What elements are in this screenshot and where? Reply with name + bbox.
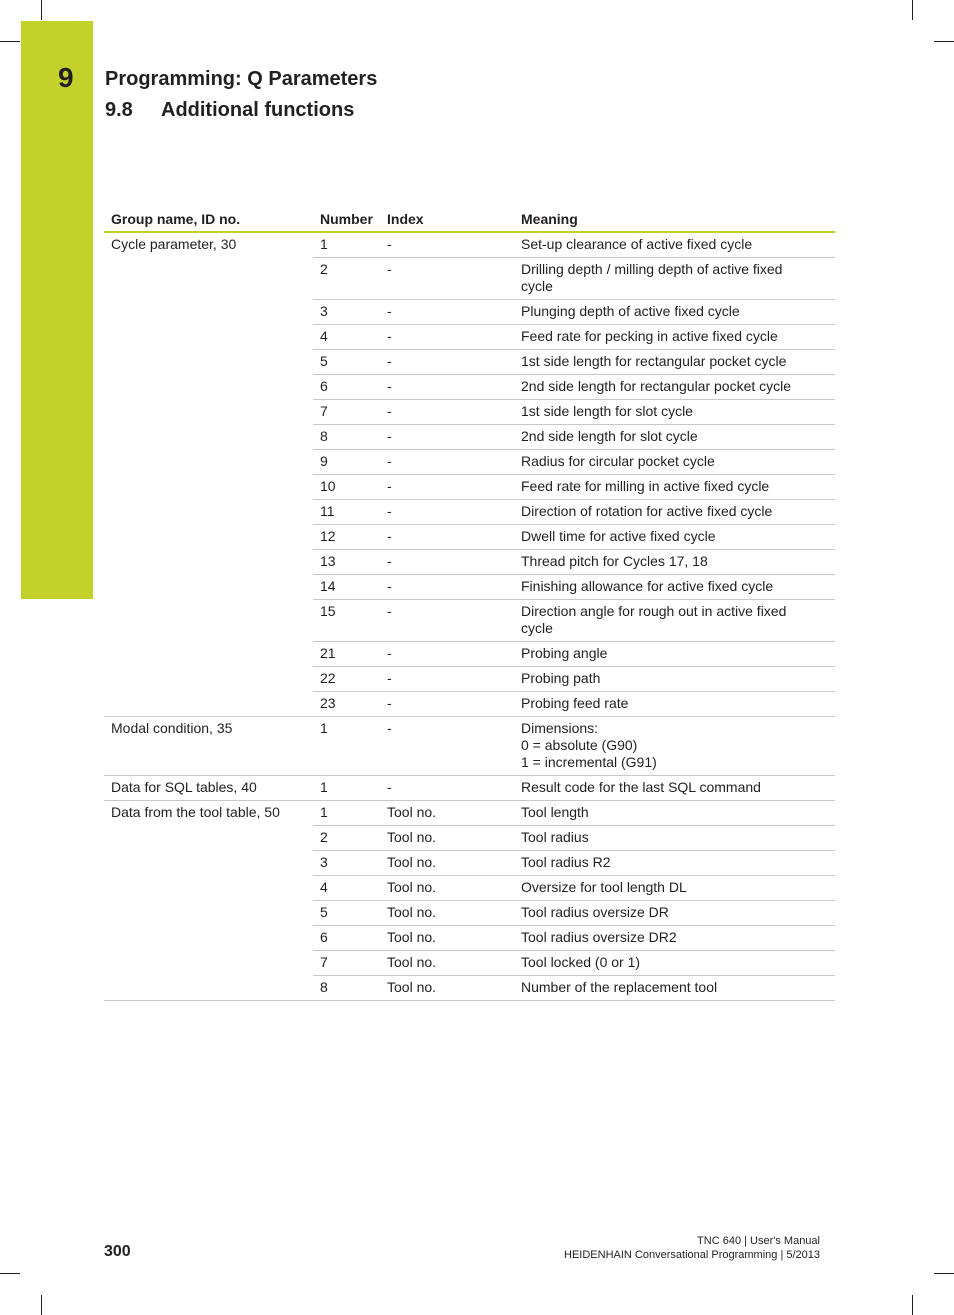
- table-cell-index: Tool no.: [380, 926, 514, 951]
- table-cell-meaning: [514, 901, 835, 926]
- table-row: [104, 667, 835, 692]
- table-cell-number: 2: [313, 258, 380, 300]
- table-cell-number: 1: [313, 717, 380, 776]
- crop-mark: [934, 1273, 954, 1274]
- meaning-line: Tool radius R2: [521, 854, 611, 870]
- table-cell-meaning: [514, 300, 835, 325]
- table-cell-meaning: [514, 826, 835, 851]
- table-cell-meaning: [514, 575, 835, 600]
- crop-mark: [912, 1295, 913, 1315]
- table-cell-meaning: [514, 375, 835, 400]
- meaning-line: Plunging depth of active fixed cycle: [521, 303, 740, 319]
- table-cell-index: -: [380, 258, 514, 300]
- table-row: [104, 976, 835, 1001]
- column-header: Meaning: [514, 206, 835, 232]
- table-cell-index: -: [380, 550, 514, 575]
- footer-line: HEIDENHAIN Conversational Programming | 5/2013: [564, 1249, 820, 1261]
- table-cell-meaning: [514, 400, 835, 425]
- table-cell-meaning: [514, 976, 835, 1001]
- table-cell-number: 4: [313, 325, 380, 350]
- meaning-line: Tool radius: [521, 829, 589, 845]
- table-cell-group: [104, 901, 313, 926]
- table-cell-index: -: [380, 300, 514, 325]
- table-cell-number: 5: [313, 350, 380, 375]
- table-cell-number: 2: [313, 826, 380, 851]
- table-cell-index: Tool no.: [380, 801, 514, 826]
- table-header-row: [104, 206, 835, 232]
- parameter-table: [104, 206, 835, 1001]
- chapter-tab: [21, 21, 93, 599]
- table-cell-group: [104, 692, 313, 717]
- table-cell-index: -: [380, 776, 514, 801]
- chapter-title: Programming: Q Parameters: [105, 68, 378, 90]
- table-cell-index: -: [380, 232, 514, 258]
- table-cell-number: 10: [313, 475, 380, 500]
- table-cell-meaning: [514, 951, 835, 976]
- meaning-line: Feed rate for milling in active fixed cycle: [521, 478, 770, 494]
- table-cell-number: 1: [313, 801, 380, 826]
- table-cell-number: 23: [313, 692, 380, 717]
- table-cell-meaning: [514, 525, 835, 550]
- table-cell-group: [104, 400, 313, 425]
- table-cell-meaning: [514, 851, 835, 876]
- table-row: [104, 926, 835, 951]
- page-number: 300: [104, 1243, 131, 1260]
- crop-mark: [0, 1273, 20, 1274]
- table-cell-index: -: [380, 350, 514, 375]
- meaning-line: 0 = absolute (G90): [521, 737, 638, 753]
- table-cell-group: [104, 475, 313, 500]
- meaning-line: 1st side length for slot cycle: [521, 403, 693, 419]
- footer-manual-info: [564, 1234, 820, 1262]
- table-cell-group: [104, 826, 313, 851]
- table-cell-index: -: [380, 325, 514, 350]
- table-cell-number: 8: [313, 425, 380, 450]
- table-row: [104, 951, 835, 976]
- table-cell-number: 3: [313, 851, 380, 876]
- meaning-line: Probing path: [521, 670, 601, 686]
- table-row: [104, 692, 835, 717]
- section-number: 9.8: [105, 99, 133, 121]
- column-header: Group name, ID no.: [104, 206, 313, 232]
- table-cell-number: 22: [313, 667, 380, 692]
- table-row: [104, 776, 835, 801]
- meaning-line: Drilling depth / milling depth of active fixed: [521, 261, 783, 277]
- table-cell-meaning: [514, 642, 835, 667]
- meaning-line: Dwell time for active fixed cycle: [521, 528, 716, 544]
- table-cell-number: 14: [313, 575, 380, 600]
- meaning-line: Probing feed rate: [521, 695, 629, 711]
- table-cell-group: [104, 667, 313, 692]
- table-cell-index: -: [380, 692, 514, 717]
- table-cell-meaning: [514, 717, 835, 776]
- table-cell-index: -: [380, 600, 514, 642]
- meaning-line: Radius for circular pocket cycle: [521, 453, 715, 469]
- table-cell-meaning: [514, 926, 835, 951]
- table-row: [104, 550, 835, 575]
- table-row: [104, 350, 835, 375]
- table-row: [104, 642, 835, 667]
- table-cell-meaning: [514, 667, 835, 692]
- table-row: [104, 876, 835, 901]
- table-cell-group: [104, 951, 313, 976]
- table-row: [104, 600, 835, 642]
- meaning-line: Probing angle: [521, 645, 608, 661]
- meaning-line: Tool locked (0 or 1): [521, 954, 641, 970]
- table-cell-group: [104, 300, 313, 325]
- meaning-line: cycle: [521, 620, 553, 636]
- table-cell-number: 6: [313, 926, 380, 951]
- table-cell-index: -: [380, 525, 514, 550]
- table-row: [104, 500, 835, 525]
- meaning-line: 1st side length for rectangular pocket cycle: [521, 353, 787, 369]
- table-cell-index: -: [380, 667, 514, 692]
- table-cell-meaning: [514, 500, 835, 525]
- table-cell-index: -: [380, 375, 514, 400]
- section-heading: [105, 99, 354, 122]
- meaning-line: 2nd side length for rectangular pocket cycle: [521, 378, 792, 394]
- table-row: [104, 325, 835, 350]
- table-cell-group: [104, 575, 313, 600]
- table-cell-group: Cycle parameter, 30: [111, 236, 237, 252]
- table-cell-group: [104, 350, 313, 375]
- table-cell-group: [104, 600, 313, 642]
- table-cell-index: Tool no.: [380, 976, 514, 1001]
- table-cell-group: [104, 642, 313, 667]
- table-cell-group: [104, 375, 313, 400]
- meaning-line: 2nd side length for slot cycle: [521, 428, 698, 444]
- table-cell-meaning: [514, 475, 835, 500]
- table-cell-index: Tool no.: [380, 901, 514, 926]
- meaning-line: Thread pitch for Cycles 17, 18: [521, 553, 708, 569]
- table-row: [104, 425, 835, 450]
- table-cell-number: 12: [313, 525, 380, 550]
- table-cell-group: [104, 325, 313, 350]
- table-cell-group: [104, 550, 313, 575]
- table-row: [104, 851, 835, 876]
- table-cell-index: -: [380, 500, 514, 525]
- table-cell-index: -: [380, 425, 514, 450]
- table-row: [104, 258, 835, 300]
- table-row: [104, 717, 835, 776]
- table-row: [104, 450, 835, 475]
- table-row: [104, 232, 835, 258]
- meaning-line: Result code for the last SQL command: [521, 779, 761, 795]
- table-cell-index: -: [380, 475, 514, 500]
- table-cell-group: Modal condition, 35: [104, 717, 313, 776]
- table-cell-meaning: [514, 258, 835, 300]
- table-cell-group: [104, 258, 313, 300]
- table-cell-group: [104, 876, 313, 901]
- table-cell-group: [104, 425, 313, 450]
- meaning-line: Tool length: [521, 804, 589, 820]
- table-cell-meaning: [514, 692, 835, 717]
- table-cell-number: 15: [313, 600, 380, 642]
- column-header: Index: [380, 206, 514, 232]
- meaning-line: Number of the replacement tool: [521, 979, 718, 995]
- footer-line: TNC 640 | User's Manual: [697, 1235, 820, 1247]
- table-cell-number: 21: [313, 642, 380, 667]
- table-cell-number: 7: [313, 951, 380, 976]
- table-cell-number: 8: [313, 976, 380, 1001]
- table-row: [104, 826, 835, 851]
- table-cell-group: [104, 976, 313, 1001]
- crop-mark: [41, 0, 42, 20]
- table-cell-number: 3: [313, 300, 380, 325]
- chapter-number: 9: [58, 62, 74, 93]
- table-cell-group: [104, 500, 313, 525]
- table-cell-group: [104, 926, 313, 951]
- meaning-line: Feed rate for pecking in active fixed cycle: [521, 328, 778, 344]
- table-cell-meaning: [514, 600, 835, 642]
- table-cell-number: 1: [313, 232, 380, 258]
- table-cell-index: Tool no.: [380, 876, 514, 901]
- table-row: [104, 375, 835, 400]
- meaning-line: Finishing allowance for active fixed cycle: [521, 578, 774, 594]
- table-cell-index: Tool no.: [380, 851, 514, 876]
- table-row: [104, 400, 835, 425]
- meaning-line: Tool radius oversize DR: [521, 904, 669, 920]
- table-cell-index: -: [380, 450, 514, 475]
- table-cell-meaning: [514, 801, 835, 826]
- meaning-line: 1 = incremental (G91): [521, 754, 657, 770]
- table-cell-index: -: [380, 717, 514, 776]
- meaning-line: cycle: [521, 278, 553, 294]
- table-cell-index: -: [380, 575, 514, 600]
- table-cell-meaning: [514, 350, 835, 375]
- table-cell-group: [104, 450, 313, 475]
- table-row: [104, 525, 835, 550]
- table-row: [104, 575, 835, 600]
- meaning-line: Oversize for tool length DL: [521, 879, 687, 895]
- table-cell-group: Data for SQL tables, 40: [104, 776, 313, 801]
- meaning-line: Direction angle for rough out in active fixed: [521, 603, 787, 619]
- meaning-line: Set-up clearance of active fixed cycle: [521, 236, 753, 252]
- table-cell-group: [104, 525, 313, 550]
- crop-mark: [934, 41, 954, 42]
- table-cell-meaning: [514, 550, 835, 575]
- table-cell-group: [104, 851, 313, 876]
- table-cell-number: 4: [313, 876, 380, 901]
- table-cell-number: 6: [313, 375, 380, 400]
- meaning-line: Tool radius oversize DR2: [521, 929, 677, 945]
- section-title: Additional functions: [161, 99, 355, 121]
- table-cell-index: -: [380, 642, 514, 667]
- table-body: [104, 232, 835, 1001]
- table-cell-number: 5: [313, 901, 380, 926]
- table-cell-meaning: [514, 425, 835, 450]
- table-cell-group: Data from the tool table, 50: [111, 804, 280, 820]
- table-cell-number: 13: [313, 550, 380, 575]
- table-cell-index: -: [380, 400, 514, 425]
- table-cell-number: 9: [313, 450, 380, 475]
- table-cell-number: 7: [313, 400, 380, 425]
- table-row: [104, 901, 835, 926]
- table-row: [104, 475, 835, 500]
- table-cell-meaning: [514, 450, 835, 475]
- meaning-line: Dimensions:: [521, 720, 599, 736]
- table-cell-meaning: [514, 325, 835, 350]
- column-header: Number: [313, 206, 380, 232]
- table-cell-number: 11: [313, 500, 380, 525]
- table-cell-number: 1: [313, 776, 380, 801]
- table-row: [104, 300, 835, 325]
- table-cell-meaning: [514, 776, 835, 801]
- table-cell-index: Tool no.: [380, 826, 514, 851]
- meaning-line: Direction of rotation for active fixed cycle: [521, 503, 773, 519]
- table-cell-index: Tool no.: [380, 951, 514, 976]
- crop-mark: [912, 0, 913, 20]
- table-cell-meaning: [514, 232, 835, 258]
- table-cell-meaning: [514, 876, 835, 901]
- crop-mark: [41, 1295, 42, 1315]
- crop-mark: [0, 41, 20, 42]
- table-row: [104, 801, 835, 826]
